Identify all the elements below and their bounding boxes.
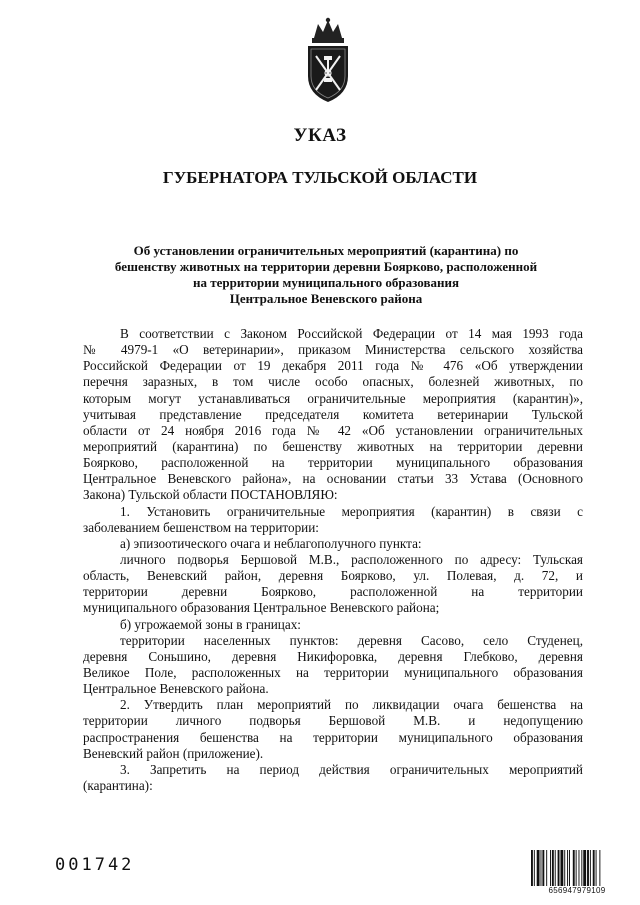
barcode-number: 656947979109 <box>548 886 606 895</box>
decree-issuer: ГУБЕРНАТОРА ТУЛЬСКОЙ ОБЛАСТИ <box>162 168 478 187</box>
body-line: б) угрожаемой зоны в границах: <box>120 616 301 632</box>
body-line: 1. Установить ограничительные мероприятия (карантин) в связи с <box>120 503 583 519</box>
body-line: Боярково, расположенной на территории муниципального образования <box>83 455 583 471</box>
body-line: а) эпизоотического очага и неблагополучного пункта: <box>120 535 422 551</box>
subject-line: Об установлении ограничительных мероприятий (карантина) по <box>133 243 519 258</box>
body-line: перечня заразных, в том числе особо опасных, болезней животных, по <box>83 374 583 390</box>
barcode-image <box>531 850 623 886</box>
body-line: области от 24 ноября 2016 года № 42 «Об установлении ограничительных <box>83 422 583 438</box>
body-line: Веневский район (приложение). <box>83 745 264 761</box>
body-line: Центральное Веневского района», на основании статьи 33 Устава (Основного <box>83 471 583 487</box>
coat-of-arms-emblem <box>296 16 360 106</box>
body-line: территории личного подворья Бершовой М.В. и недопущению <box>83 713 583 729</box>
body-line: личного подворья Бершовой М.В., расположенного по адресу: Тульская <box>120 551 583 567</box>
subject-line: бешенству животных на территории деревни Боярково, расположенной <box>114 259 538 274</box>
decree-subject <box>96 243 556 307</box>
body-line: № 4979-1 «О ветеринарии», приказом Министерства сельского хозяйства <box>83 342 583 358</box>
body-line: распространения бешенства на территории муниципального образования <box>83 729 583 745</box>
body-line: 2. Утвердить план мероприятий по ликвидации очага бешенства на <box>120 697 583 713</box>
decree-body-text <box>83 326 583 794</box>
body-line: 3. Запретить на период действия ограничительных мероприятий <box>120 761 583 777</box>
body-line: Великое Поле, расположенных на территории муниципального образования <box>83 664 583 680</box>
body-line: Центральное Веневского района. <box>83 681 269 697</box>
body-line: заболеванием бешенством на территории: <box>83 519 319 535</box>
document-number: 001742 <box>55 855 135 875</box>
decree-title: УКАЗ <box>293 125 347 146</box>
subject-line: Центральное Веневского района <box>229 291 423 306</box>
body-line: территории населенных пунктов: деревня Сасово, село Студенец, <box>120 632 583 648</box>
body-line: деревня Соньшино, деревня Никифоровка, деревня Глебково, деревня <box>83 648 583 664</box>
body-line: мероприятий (карантина) по бешенству животных на территории деревни <box>83 438 583 454</box>
body-line: учитывая представление председателя комитета ветеринарии Тульской <box>83 406 583 422</box>
body-line: Закона) Тульской области ПОСТАНОВЛЯЮ: <box>83 487 338 503</box>
subject-line: на территории муниципального образования <box>192 275 460 290</box>
body-line: муниципального образования Центральное Веневского района; <box>83 600 440 616</box>
body-line: (карантина): <box>83 777 153 793</box>
body-line: территории деревни Боярково, расположенной на территории <box>83 584 583 600</box>
body-line: Российской Федерации от 19 декабря 2011 года № 476 «Об утверждении <box>83 358 583 374</box>
body-line: область, Веневский район, деревня Боярково, ул. Полевая, д. 72, и <box>83 568 583 584</box>
body-line: В соответствии с Законом Российской Федерации от 14 мая 1993 года <box>120 326 583 341</box>
body-line: которым могут устанавливаться ограничительные мероприятия (карантин)», <box>83 390 583 406</box>
